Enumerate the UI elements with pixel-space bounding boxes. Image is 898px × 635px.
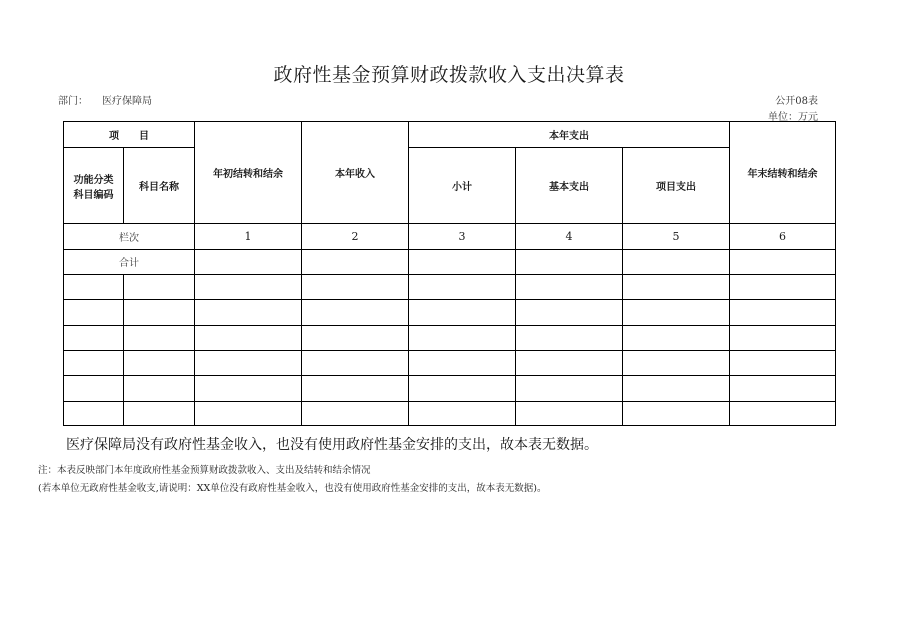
col-number-2: 2 (302, 224, 409, 249)
table-cell (124, 325, 195, 350)
table-cell (302, 275, 409, 300)
table-cell (516, 376, 623, 401)
header-item: 项 目 (64, 122, 195, 148)
table-cell (195, 325, 302, 350)
header-project-expense: 项目支出 (623, 148, 730, 224)
table-cell (64, 350, 124, 375)
header-func-code-line1: 功能分类 (73, 174, 114, 186)
header-income: 本年收入 (302, 122, 409, 224)
table-cell (730, 325, 836, 350)
no-data-statement: 医疗保障局没有政府性基金收入，也没有使用政府性基金安排的支出，故本表无数据。 (66, 437, 598, 453)
table-cell (64, 300, 124, 325)
table-cell (409, 249, 516, 274)
table-cell (64, 376, 124, 401)
table-cell (516, 350, 623, 375)
table-cell (409, 376, 516, 401)
header-func-code (64, 148, 124, 224)
header-subject-name: 科目名称 (124, 148, 195, 224)
table-cell (302, 350, 409, 375)
table-cell (516, 249, 623, 274)
table-cell (195, 350, 302, 375)
note-line-1: 注：本表反映部门本年度政府性基金预算财政拨款收入、支出及结转和结余情况 (38, 465, 371, 476)
table-cell (516, 275, 623, 300)
header-basic-expense: 基本支出 (516, 148, 623, 224)
table-cell (409, 275, 516, 300)
table-cell (409, 401, 516, 425)
table-cell (516, 325, 623, 350)
table-cell (623, 249, 730, 274)
department-label: 部门： (58, 96, 88, 107)
table-cell (64, 275, 124, 300)
table-cell (623, 275, 730, 300)
table-row (64, 275, 836, 300)
unit-label: 单位：万元 (768, 112, 818, 123)
table-cell (730, 249, 836, 274)
col-number-3: 3 (409, 224, 516, 249)
table-cell (409, 300, 516, 325)
table-cell (195, 300, 302, 325)
table-cell (516, 401, 623, 425)
table-cell (302, 325, 409, 350)
header-expense-group: 本年支出 (409, 122, 730, 148)
table-row (64, 376, 836, 401)
table-cell (124, 350, 195, 375)
header-end-balance: 年末结转和结余 (730, 122, 836, 224)
table-cell (124, 401, 195, 425)
note-line-2: (若本单位无政府性基金收支,请说明：XX单位没有政府性基金收入，也没有使用政府性基金安排的支出，故本表无数据)。 (38, 483, 547, 494)
table-row (64, 325, 836, 350)
total-row (64, 249, 836, 274)
table-cell (124, 376, 195, 401)
header-begin-balance: 年初结转和结余 (195, 122, 302, 224)
table-cell (124, 275, 195, 300)
col-number-4: 4 (516, 224, 623, 249)
table-cell (730, 300, 836, 325)
table-cell (409, 325, 516, 350)
table-cell (195, 275, 302, 300)
table-row (64, 401, 836, 425)
header-func-code-line2: 科目编码 (73, 189, 114, 201)
table-cell (409, 350, 516, 375)
table-cell (195, 376, 302, 401)
budget-table (63, 121, 836, 426)
col-number-1: 1 (195, 224, 302, 249)
table-cell (302, 401, 409, 425)
table-cell (195, 249, 302, 274)
table-cell (64, 401, 124, 425)
department-name: 医疗保障局 (102, 96, 152, 107)
table-cell (730, 275, 836, 300)
table-cell (516, 300, 623, 325)
table-cell (730, 350, 836, 375)
page-title: 政府性基金预算财政拨款收入支出决算表 (273, 64, 625, 86)
table-row (64, 350, 836, 375)
table-cell (623, 350, 730, 375)
table-cell (302, 376, 409, 401)
table-cell (64, 325, 124, 350)
table-cell (302, 300, 409, 325)
table-cell (623, 300, 730, 325)
col-number-5: 5 (623, 224, 730, 249)
col-number-6: 6 (730, 224, 836, 249)
table-row (64, 300, 836, 325)
table-cell (623, 401, 730, 425)
table-cell (195, 401, 302, 425)
table-cell (302, 249, 409, 274)
table-cell (623, 325, 730, 350)
header-subtotal: 小计 (409, 148, 516, 224)
form-number: 公开08表 (775, 96, 818, 107)
table-cell (124, 300, 195, 325)
table-cell (730, 376, 836, 401)
table-cell (730, 401, 836, 425)
index-row-label: 栏次 (64, 224, 195, 249)
total-row-label: 合计 (64, 249, 195, 274)
index-row (64, 224, 836, 249)
table-cell (623, 376, 730, 401)
